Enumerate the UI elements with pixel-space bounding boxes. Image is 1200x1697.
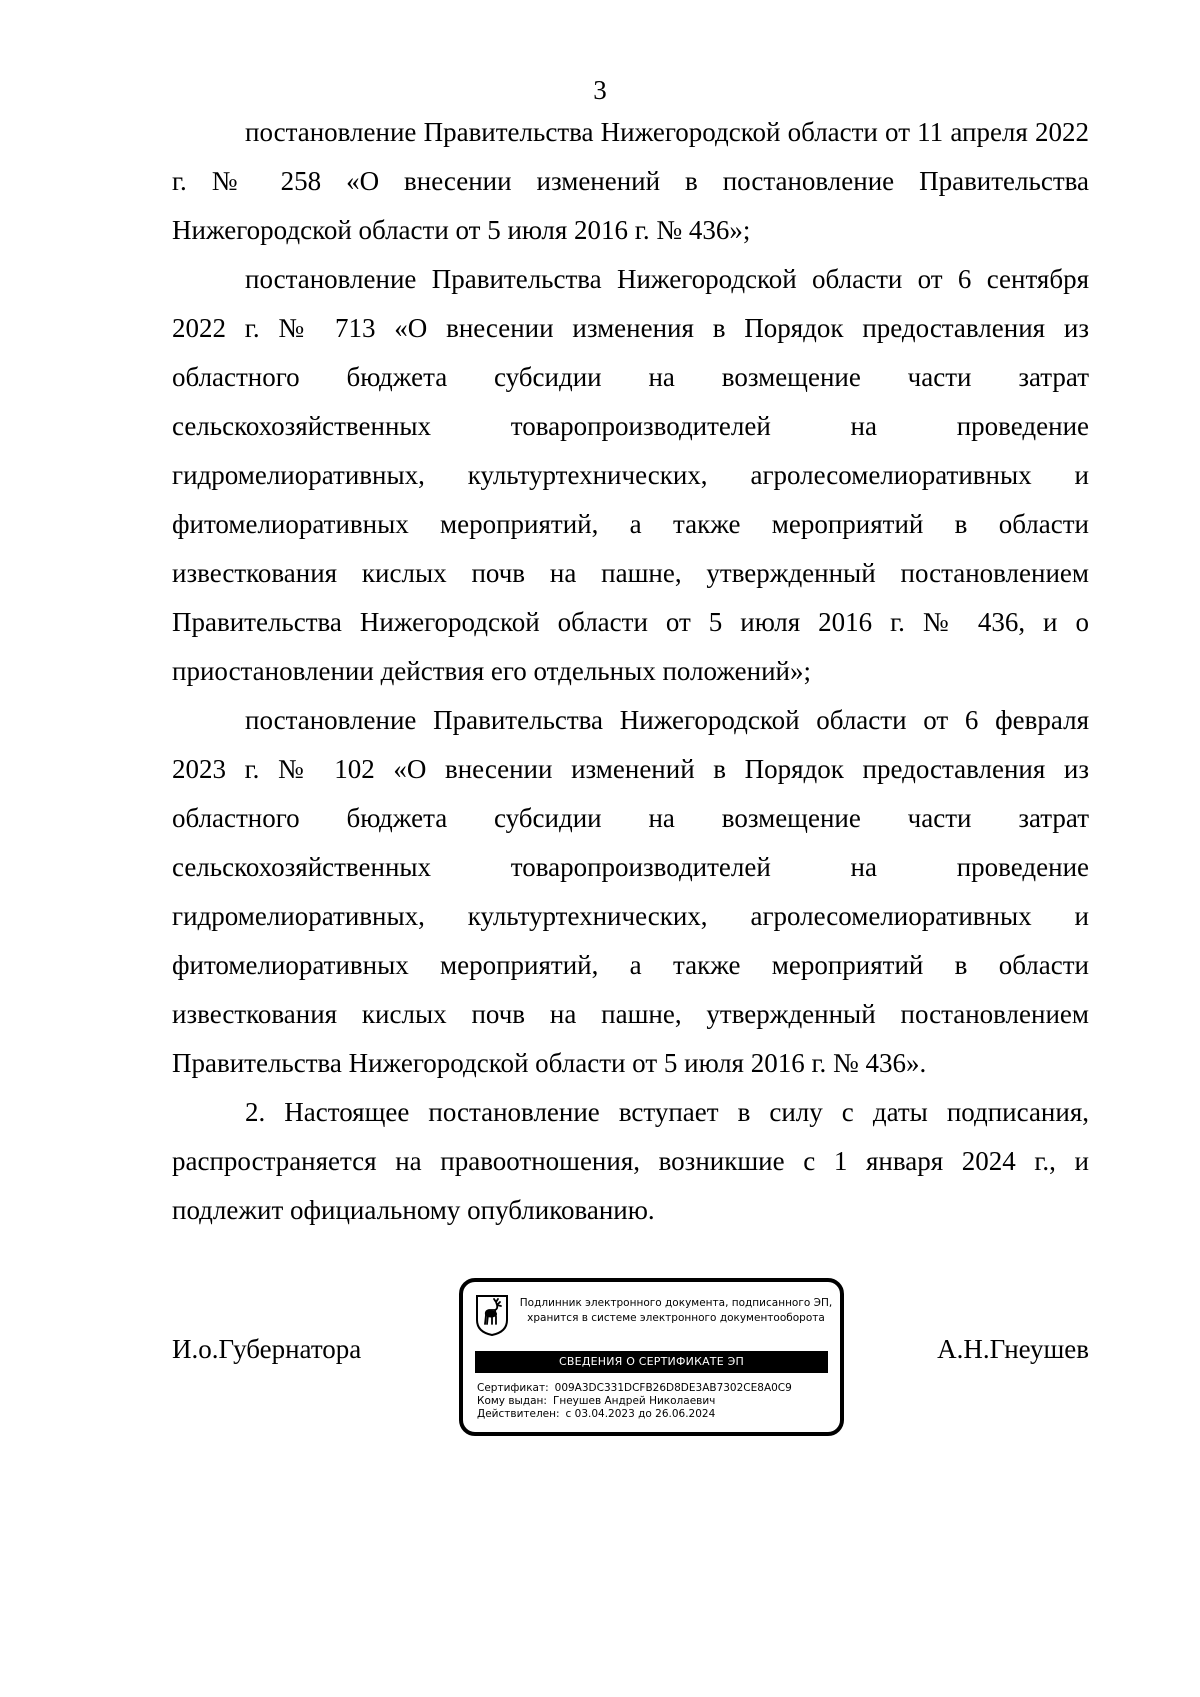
certificate-row [477, 1382, 792, 1395]
deer-emblem-icon [475, 1294, 509, 1336]
certificate-value: 009A3DC331DCFB26D8DE3AB7302CE8A0C9 [554, 1382, 792, 1394]
signatory-title: И.о.Губернатора [172, 1334, 362, 1364]
certificate-info-bar: СВЕДЕНИЯ О СЕРТИФИКАТЕ ЭП [475, 1351, 828, 1373]
issued-to-row [477, 1395, 792, 1408]
issued-to-value: Гнеушев Андрей Николаевич [552, 1395, 716, 1407]
paragraph-resolution-102: постановление Правительства Нижегородской области от 6 февраля 2023 г. № 102 «О внесении изменений в Порядок предоставления из областного бюджета субсидии на возмещение части затрат сельскохозяйственных товаропроизводителей на проведение гидромелиоративных, культуртехнических, агролесомелиоративных и фитомелиоративных мероприятий, а также мероприятий в области известкования кислых почв на пашне, утвержденный постановлением Правительства Нижегородской области от 5 июля 2016 г. № 436». [172, 705, 1089, 1078]
page-number: 3 [593, 75, 607, 105]
issued-to-label: Кому выдан: [477, 1395, 547, 1407]
electronic-signature-stamp [459, 1278, 844, 1436]
paragraph-resolution-713: постановление Правительства Нижегородской области от 6 сентября 2022 г. № 713 «О внесении изменения в Порядок предоставления из областного бюджета субсидии на возмещение части затрат сельскохозяйственных товаропроизводителей на проведение гидромелиоративных, культуртехнических, агролесомелиоративных и фитомелиоративных мероприятий, а также мероприятий в области известкования кислых почв на пашне, утвержденный постановлением Правительства Нижегородской области от 5 июля 2016 г. № 436, и о приостановлении действия его отдельных положений»; [172, 264, 1089, 686]
stamp-header-line: хранится в системе электронного документооборота [527, 1312, 825, 1324]
validity-row [477, 1408, 792, 1421]
certificate-label: Сертификат: [477, 1382, 549, 1394]
validity-label: Действителен: [477, 1408, 560, 1420]
stamp-header [517, 1296, 835, 1326]
certificate-details [477, 1382, 792, 1421]
paragraph-entry-into-force: 2. Настоящее постановление вступает в силу с даты подписания, распространяется на правоотношения, возникшие с 1 января 2024 г., и подлежит официальному опубликованию. [172, 1097, 1089, 1225]
paragraph-resolution-258: постановление Правительства Нижегородской области от 11 апреля 2022 г. № 258 «О внесении изменений в постановление Правительства Нижегородской области от 5 июля 2016 г. № 436»; [172, 117, 1089, 245]
document-body [172, 108, 1089, 1235]
stamp-header-line: Подлинник электронного документа, подписанного ЭП, [519, 1297, 833, 1309]
signatory-name: А.Н.Гнеушев [937, 1334, 1089, 1364]
signature-block [172, 1278, 1089, 1438]
validity-value: с 03.04.2023 до 26.06.2024 [565, 1408, 716, 1420]
